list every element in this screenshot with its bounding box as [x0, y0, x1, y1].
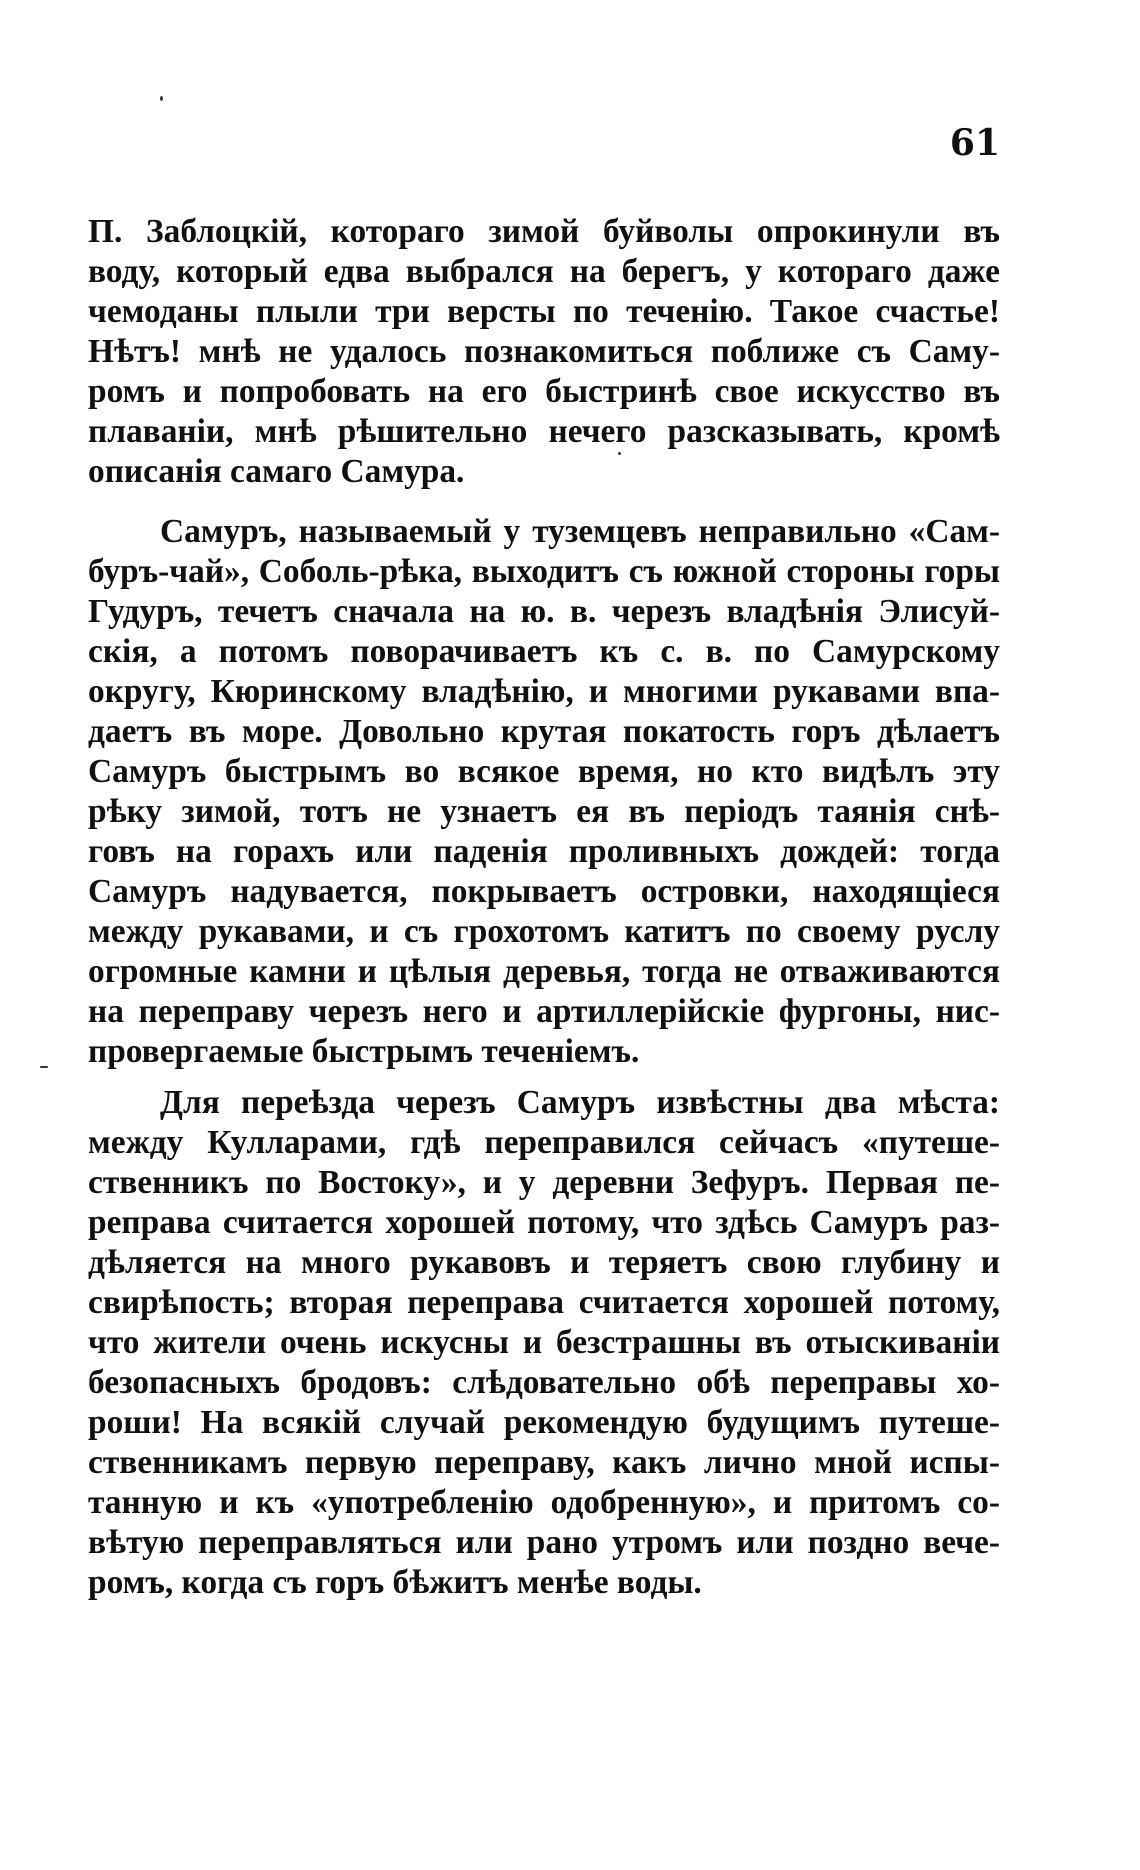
print-speck	[40, 1066, 48, 1068]
text-line: вѣтую переправляться или рано утромъ или поздно вече-	[88, 1524, 1000, 1561]
text-line: буръ-чай», Соболь-рѣка, выходитъ съ южной стороны горы	[88, 553, 1000, 590]
text-line: на переправу черезъ него и артиллерійскіе фургоны, нис-	[88, 993, 1000, 1030]
print-speck	[160, 96, 163, 101]
text-line: огромные камни и цѣлыя деревья, тогда не отваживаются	[88, 953, 1000, 990]
text-line: между рукавами, и съ грохотомъ катитъ по своему руслу	[88, 913, 1000, 950]
text-line: провергаемые быстрымъ теченіемъ.	[88, 1033, 640, 1070]
text-line: Нѣтъ! мнѣ не удалось познакомиться поближе съ Саму-	[88, 333, 1000, 370]
text-line: что жители очень искусны и безстрашны въ отыскиваніи	[88, 1324, 1000, 1361]
text-line: танную и къ «употребленію одобренную», и притомъ со-	[88, 1484, 1000, 1521]
paragraph-1	[88, 212, 1000, 492]
text-line: ственникъ по Востоку», и у деревни Зефуръ. Первая пе-	[88, 1164, 1000, 1201]
text-line: реправа считается хорошей потому, что здѣсь Самуръ раз-	[88, 1204, 1000, 1241]
paragraph-3	[88, 1083, 1000, 1603]
text-line: ромъ и попробовать на его быстринѣ свое искусство въ	[88, 373, 1000, 410]
text-line: между Кулларами, гдѣ переправился сейчасъ «путеше-	[88, 1124, 1000, 1161]
text-line: чемоданы плыли три версты по теченію. Такое счастье!	[88, 293, 1000, 330]
text-line: описанія самаго Самура.	[88, 453, 465, 490]
text-line: свирѣпость; вторая переправа считается хорошей потому,	[88, 1284, 1000, 1321]
text-line: Самуръ, называемый у туземцевъ неправильно «Сам-	[160, 513, 1000, 550]
text-line: плаваніи, мнѣ рѣшительно нечего разсказывать, кромѣ	[88, 413, 1000, 450]
text-line: рѣку зимой, тотъ не узнаетъ ея въ періодъ таянія снѣ-	[88, 793, 1000, 830]
text-line: говъ на горахъ или паденія проливныхъ дождей: тогда	[88, 833, 1000, 870]
text-line: П. Заблоцкій, котораго зимой буйволы опрокинули въ	[88, 213, 1000, 250]
text-line: ственникамъ первую переправу, какъ лично мной испы-	[88, 1444, 1000, 1481]
text-line: Самуръ надувается, покрываетъ островки, находящіеся	[88, 873, 1000, 910]
text-line: скія, а потомъ поворачиваетъ къ с. в. по Самурскому	[88, 633, 1000, 670]
text-line: воду, который едва выбрался на берегъ, у котораго даже	[88, 253, 1000, 290]
text-line: Самуръ быстрымъ во всякое время, но кто видѣлъ эту	[88, 753, 1000, 790]
text-line: ромъ, когда съ горъ бѣжитъ менѣе воды.	[88, 1564, 702, 1601]
paragraph-2	[88, 512, 1000, 1072]
page-number: 61	[949, 122, 1000, 164]
text-line: Для переѣзда черезъ Самуръ извѣстны два мѣста:	[160, 1084, 1000, 1121]
text-line: Гудуръ, течетъ сначала на ю. в. черезъ владѣнія Элисуй-	[88, 593, 1000, 630]
text-line: дѣляется на много рукавовъ и теряетъ свою глубину и	[88, 1244, 1000, 1281]
text-line: даетъ въ море. Довольно крутая покатость горъ дѣлаетъ	[88, 713, 1000, 750]
text-line: округу, Кюринскому владѣнію, и многими рукавами впа-	[88, 673, 1000, 710]
text-line: безопасныхъ бродовъ: слѣдовательно обѣ переправы хо-	[88, 1364, 1000, 1401]
text-line: роши! На всякій случай рекомендую будущимъ путеше-	[88, 1404, 1000, 1441]
